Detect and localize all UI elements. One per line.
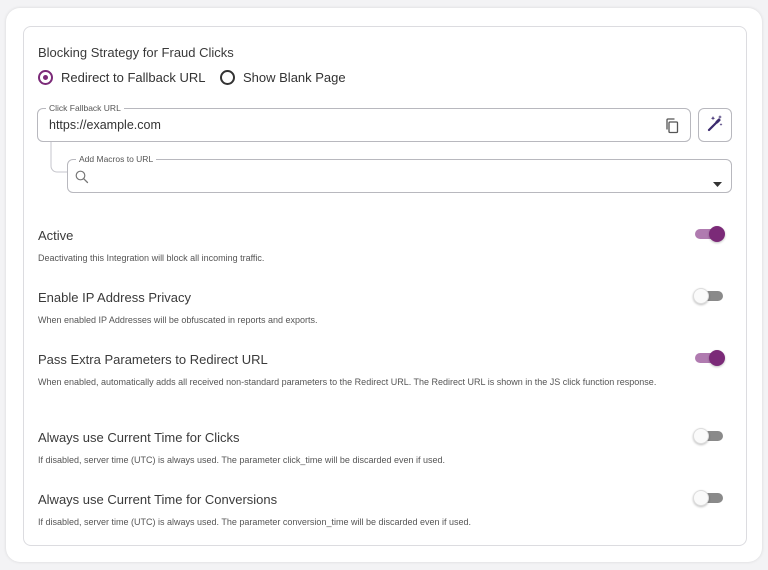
radio-show-blank-page[interactable] [220, 70, 346, 85]
setting-ip-privacy-description: When enabled IP Addresses will be obfuscated in reports and exports. [38, 315, 318, 325]
fallback-url-field[interactable] [37, 103, 691, 142]
setting-click-time-title: Always use Current Time for Clicks [38, 430, 240, 445]
setting-conversion-time-description: If disabled, server time (UTC) is always used. The parameter conversion_time will be discarded even if used. [38, 517, 472, 527]
toggle-pass-params[interactable] [695, 350, 725, 364]
radio-redirect-fallback[interactable] [38, 70, 206, 85]
blocking-strategy-title: Blocking Strategy for Fraud Clicks [38, 45, 234, 60]
magic-wand-icon [705, 113, 725, 138]
radio-redirect-fallback-label: Redirect to Fallback URL [61, 70, 206, 85]
search-icon [75, 170, 89, 189]
toggle-ip-privacy[interactable] [695, 288, 725, 302]
add-macros-legend: Add Macros to URL [76, 154, 156, 164]
toggle-click-time[interactable] [695, 428, 725, 442]
setting-active-description: Deactivating this Integration will block all incoming traffic. [38, 253, 265, 263]
setting-conversion-time-title: Always use Current Time for Conversions [38, 492, 278, 507]
copy-icon[interactable] [665, 118, 679, 139]
fallback-url-legend: Click Fallback URL [46, 103, 124, 113]
magic-wand-button[interactable] [698, 108, 732, 142]
radio-show-blank-page-control[interactable] [220, 70, 235, 85]
radio-redirect-fallback-control[interactable] [38, 70, 53, 85]
radio-show-blank-page-label: Show Blank Page [243, 70, 346, 85]
toggle-active[interactable] [695, 226, 725, 240]
setting-active-title: Active [38, 228, 74, 243]
caret-down-icon[interactable] [713, 174, 722, 192]
setting-ip-privacy-title: Enable IP Address Privacy [38, 290, 191, 305]
integration-settings-card [23, 26, 747, 546]
toggle-conversion-time[interactable] [695, 490, 725, 504]
setting-click-time-description: If disabled, server time (UTC) is always used. The parameter click_time will be discarded even if used. [38, 455, 445, 465]
add-macros-select[interactable] [67, 154, 732, 193]
setting-pass-params-title: Pass Extra Parameters to Redirect URL [38, 352, 268, 367]
setting-pass-params-description: When enabled, automatically adds all received non-standard parameters to the Redirect URL. The Redirect URL is shown in the JS click function response. [38, 377, 657, 387]
fallback-url-input[interactable]: https://example.com [49, 118, 161, 132]
